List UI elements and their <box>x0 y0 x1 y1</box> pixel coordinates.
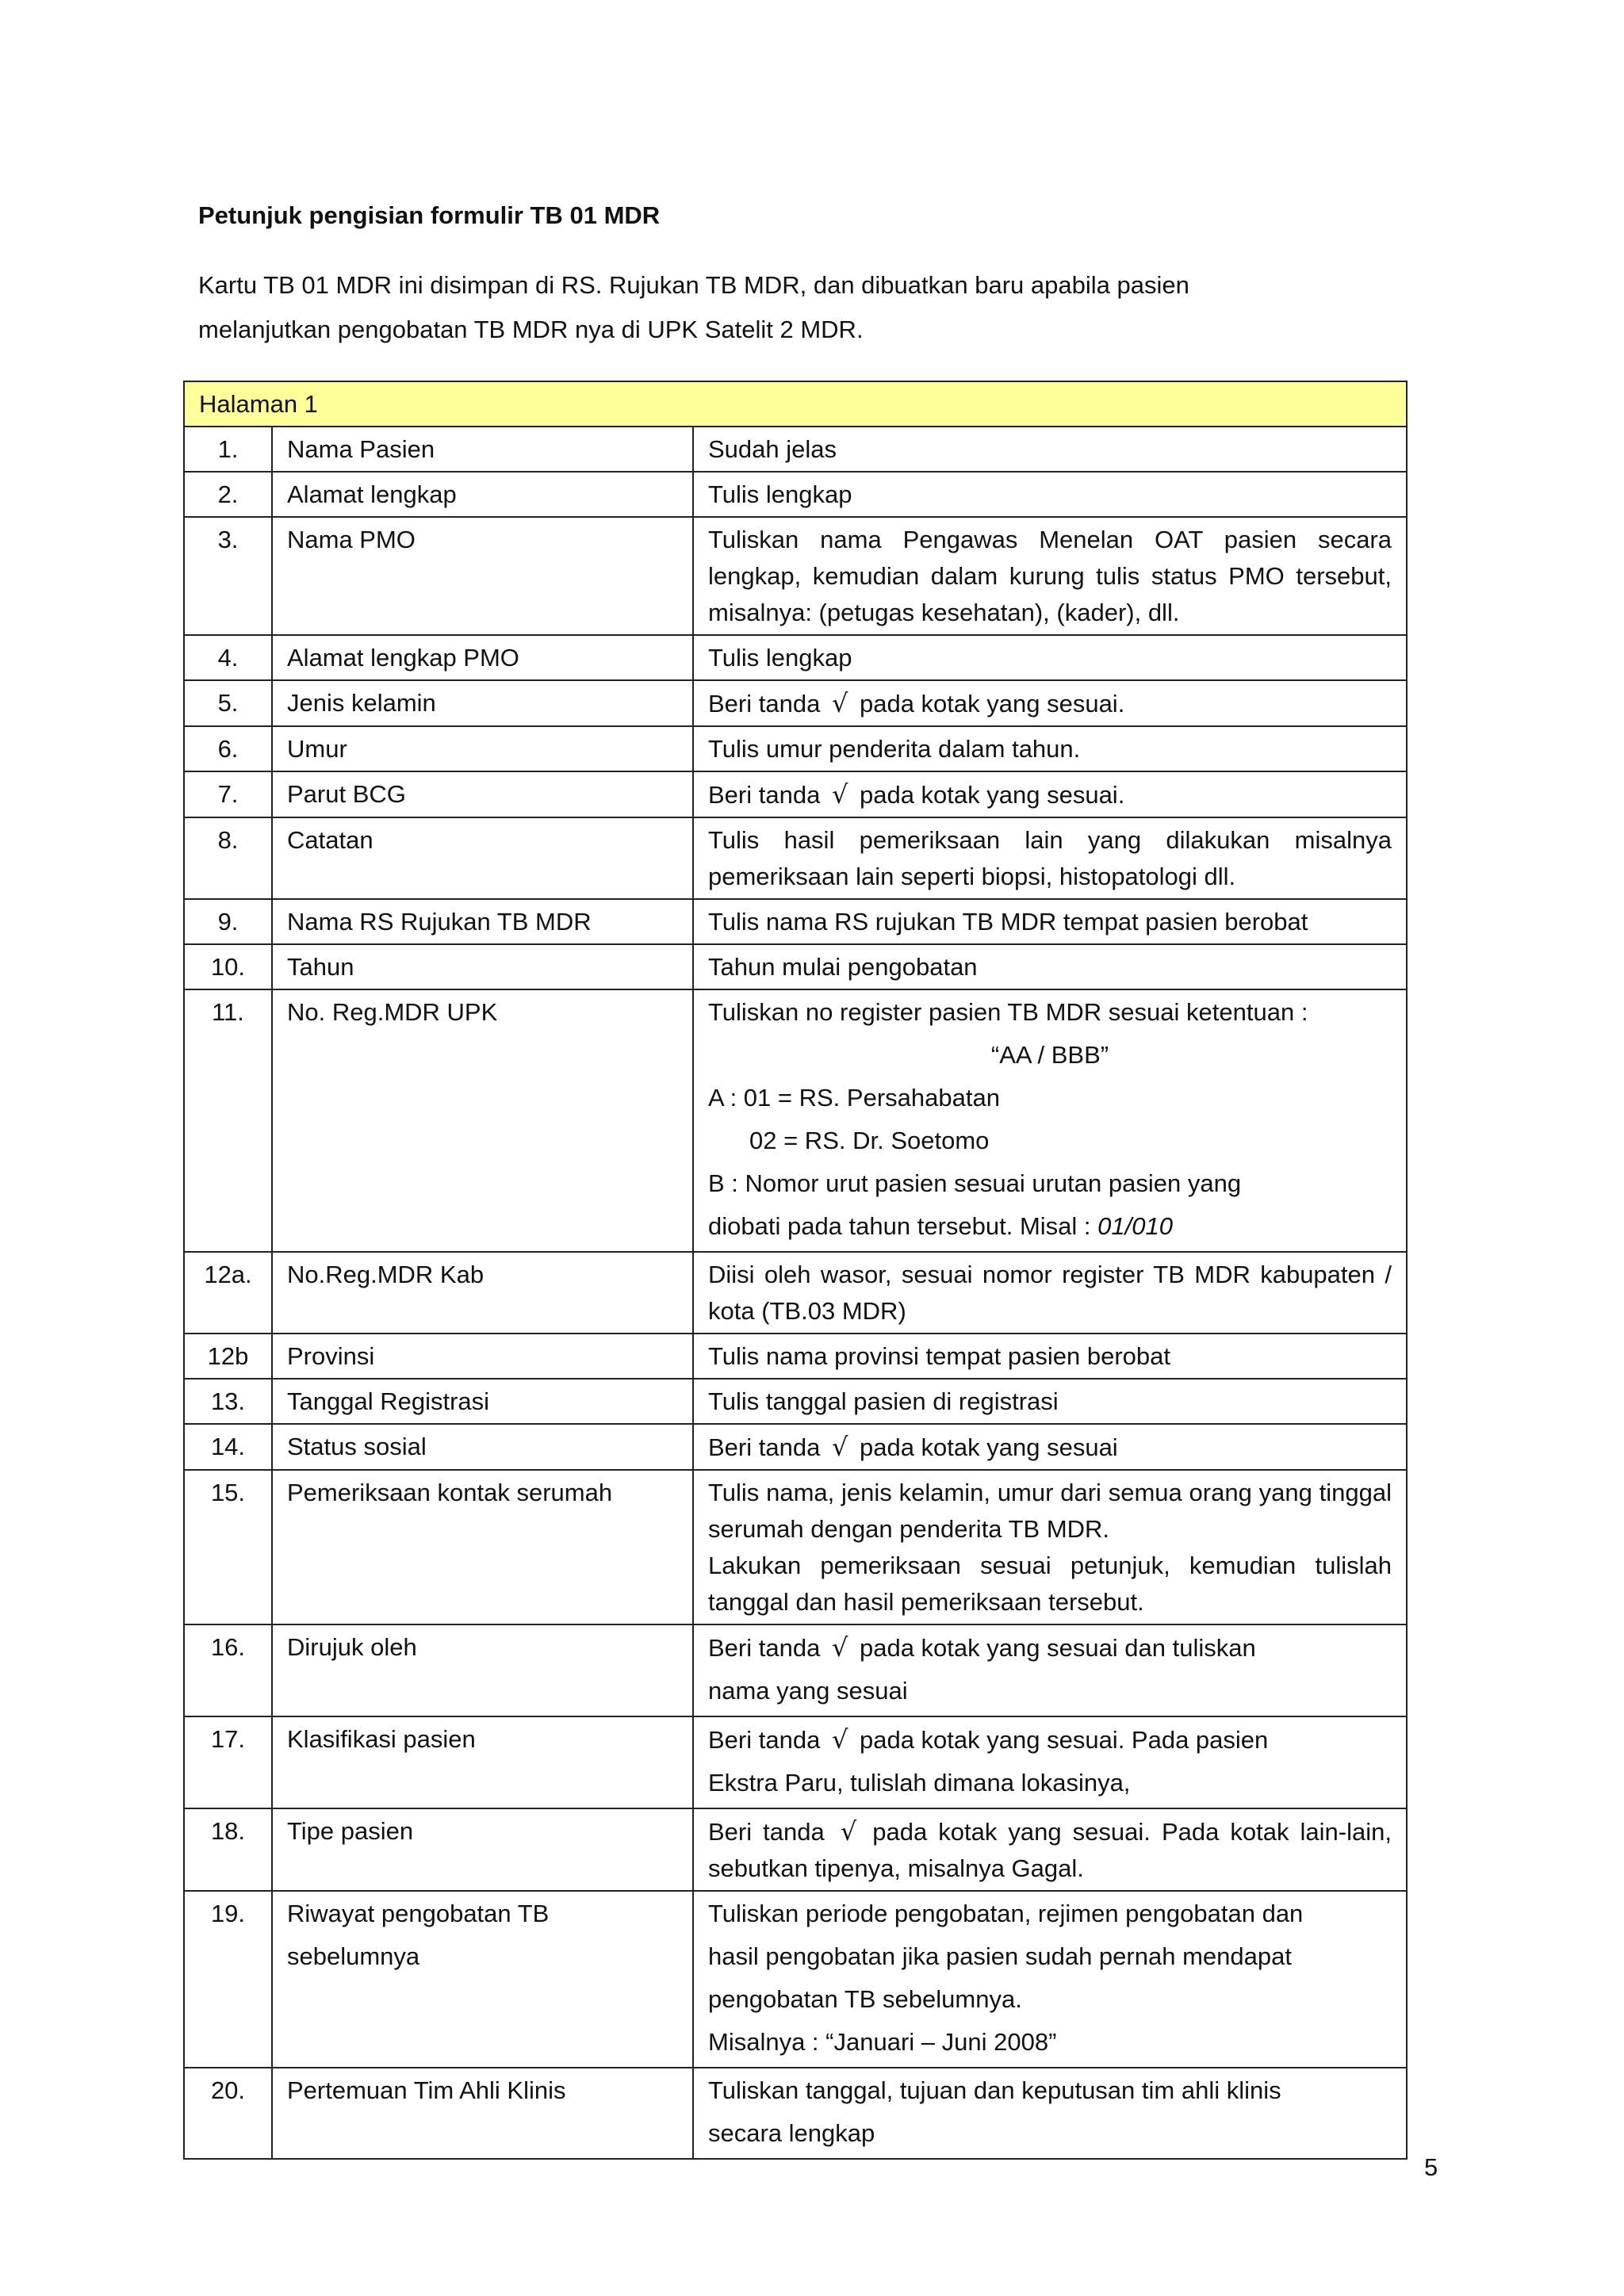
instruction-line <box>708 1205 1392 1248</box>
row-number: 3. <box>184 517 272 635</box>
table-row <box>184 1424 1407 1470</box>
field-name: Pertemuan Tim Ahli Klinis <box>272 2068 693 2159</box>
field-name: Tipe pasien <box>272 1808 693 1891</box>
instruction-line: pengobatan TB sebelumnya. <box>708 1985 1022 2013</box>
instruction-line: Tuliskan tanggal, tujuan dan keputusan tim ahli klinis <box>708 2076 1281 2104</box>
row-number: 14. <box>184 1424 272 1470</box>
table-row <box>184 1891 1407 2068</box>
row-number: 4. <box>184 635 272 680</box>
table-header-row <box>184 381 1407 427</box>
table-row <box>184 2068 1407 2159</box>
field-instruction: Tulis tanggal pasien di registrasi <box>693 1379 1407 1424</box>
table-row <box>184 1334 1407 1379</box>
table-row <box>184 1379 1407 1424</box>
field-name: Tanggal Registrasi <box>272 1379 693 1424</box>
field-name: Provinsi <box>272 1334 693 1379</box>
row-number: 16. <box>184 1624 272 1716</box>
instruction-text: pada kotak yang sesuai dan tuliskan <box>859 1634 1256 1662</box>
field-instruction <box>693 2068 1407 2159</box>
register-format: “AA / BBB” <box>990 1041 1109 1069</box>
row-number: 9. <box>184 899 272 944</box>
table-row <box>184 899 1407 944</box>
row-number: 6. <box>184 726 272 771</box>
row-number: 19. <box>184 1891 272 2068</box>
instruction-text: pada kotak yang sesuai. Pada kotak lain-lain, sebutkan tipenya, misalnya Gagal. <box>708 1818 1392 1882</box>
field-instruction: Sudah jelas <box>693 427 1407 472</box>
instruction-text: pada kotak yang sesuai <box>859 1433 1118 1461</box>
table-row <box>184 427 1407 472</box>
field-name: Catatan <box>272 817 693 899</box>
instruction-paragraph: Tulis nama, jenis kelamin, umur dari semua orang yang tinggal serumah dengan penderita TB MDR. <box>708 1479 1392 1543</box>
field-name: Tahun <box>272 944 693 989</box>
table-row <box>184 1252 1407 1334</box>
field-instruction <box>693 680 1407 726</box>
instruction-line: hasil pengobatan jika pasien sudah pernah mendapat <box>708 1942 1292 1970</box>
row-number: 10. <box>184 944 272 989</box>
row-number: 5. <box>184 680 272 726</box>
instruction-line: 02 = RS. Dr. Soetomo <box>749 1127 990 1154</box>
intro-paragraph <box>198 263 1404 352</box>
field-name: Umur <box>272 726 693 771</box>
field-instruction: Tulis umur penderita dalam tahun. <box>693 726 1407 771</box>
table-row <box>184 1808 1407 1891</box>
instruction-text: Beri tanda <box>708 1818 825 1846</box>
instruction-line: Tuliskan periode pengobatan, rejimen pengobatan dan <box>708 1900 1304 1927</box>
field-instruction <box>693 989 1407 1252</box>
page-title: Petunjuk pengisian formulir TB 01 MDR <box>198 201 661 229</box>
table-row <box>184 635 1407 680</box>
intro-line-1: Kartu TB 01 MDR ini disimpan di RS. Rujukan TB MDR, dan dibuatkan baru apabila pasien <box>198 271 1189 299</box>
check-mark-icon: √ <box>831 1632 848 1663</box>
field-name <box>272 1891 693 2068</box>
field-instruction: Tulis hasil pemeriksaan lain yang dilakukan misalnya pemeriksaan lain seperti biopsi, histopatologi dll. <box>693 817 1407 899</box>
example-value: 01/010 <box>1097 1212 1173 1240</box>
field-name: Nama PMO <box>272 517 693 635</box>
instruction-line <box>708 1718 1392 1762</box>
field-name: Jenis kelamin <box>272 680 693 726</box>
row-number: 2. <box>184 472 272 517</box>
instruction-line: Ekstra Paru, tulislah dimana lokasinya, <box>708 1769 1131 1797</box>
row-number: 7. <box>184 771 272 817</box>
instruction-line: A : 01 = RS. Persahabatan <box>708 1084 1000 1112</box>
table-row <box>184 726 1407 771</box>
table-header: Halaman 1 <box>184 381 1407 427</box>
field-name: Pemeriksaan kontak serumah <box>272 1470 693 1624</box>
field-instruction <box>693 771 1407 817</box>
table-row <box>184 680 1407 726</box>
field-name: No. Reg.MDR UPK <box>272 989 693 1252</box>
table-row <box>184 1470 1407 1624</box>
row-number: 17. <box>184 1716 272 1808</box>
field-instruction: Diisi oleh wasor, sesuai nomor register TB MDR kabupaten / kota (TB.03 MDR) <box>693 1252 1407 1334</box>
check-mark-icon: √ <box>831 688 848 718</box>
field-instruction <box>693 1424 1407 1470</box>
row-number: 18. <box>184 1808 272 1891</box>
field-name: Nama Pasien <box>272 427 693 472</box>
instruction-table <box>183 381 1408 2160</box>
instruction-line: nama yang sesuai <box>708 1677 908 1705</box>
instruction-text: diobati pada tahun tersebut. Misal : <box>708 1212 1091 1240</box>
row-number: 11. <box>184 989 272 1252</box>
instruction-text: pada kotak yang sesuai. <box>859 690 1125 718</box>
field-name-line: Riwayat pengobatan TB <box>287 1900 550 1927</box>
row-number: 1. <box>184 427 272 472</box>
field-instruction <box>693 1470 1407 1624</box>
row-number: 12a. <box>184 1252 272 1334</box>
field-name: Dirujuk oleh <box>272 1624 693 1716</box>
check-mark-icon: √ <box>831 779 848 809</box>
field-instruction: Tahun mulai pengobatan <box>693 944 1407 989</box>
table-row <box>184 517 1407 635</box>
intro-line-2: melanjutkan pengobatan TB MDR nya di UPK Satelit 2 MDR. <box>198 316 864 343</box>
field-name: Parut BCG <box>272 771 693 817</box>
instruction-text: Beri tanda <box>708 690 821 718</box>
field-name: Status sosial <box>272 1424 693 1470</box>
instruction-text: pada kotak yang sesuai. Pada pasien <box>859 1726 1269 1754</box>
instruction-text: Beri tanda <box>708 1726 821 1754</box>
field-instruction: Tulis lengkap <box>693 472 1407 517</box>
field-name: Nama RS Rujukan TB MDR <box>272 899 693 944</box>
instruction-text: pada kotak yang sesuai. <box>859 781 1125 809</box>
row-number: 15. <box>184 1470 272 1624</box>
field-name: No.Reg.MDR Kab <box>272 1252 693 1334</box>
table-row <box>184 771 1407 817</box>
field-name: Alamat lengkap PMO <box>272 635 693 680</box>
table-row <box>184 1624 1407 1716</box>
check-mark-icon: √ <box>831 1724 848 1755</box>
field-instruction <box>693 1716 1407 1808</box>
field-instruction: Tulis nama RS rujukan TB MDR tempat pasien berobat <box>693 899 1407 944</box>
field-name-line: sebelumnya <box>287 1942 420 1970</box>
check-mark-icon: √ <box>840 1816 857 1846</box>
page-number: 5 <box>1424 2153 1438 2181</box>
row-number: 20. <box>184 2068 272 2159</box>
instruction-text: Beri tanda <box>708 781 821 809</box>
instruction-text: Beri tanda <box>708 1433 821 1461</box>
field-instruction: Tulis lengkap <box>693 635 1407 680</box>
field-instruction <box>693 1891 1407 2068</box>
table-row <box>184 1716 1407 1808</box>
field-instruction <box>693 1624 1407 1716</box>
table-row <box>184 817 1407 899</box>
instruction-line: Misalnya : “Januari – Juni 2008” <box>708 2028 1057 2056</box>
row-number: 12b <box>184 1334 272 1379</box>
row-number: 8. <box>184 817 272 899</box>
table-row <box>184 472 1407 517</box>
field-instruction: Tuliskan nama Pengawas Menelan OAT pasien secara lengkap, kemudian dalam kurung tulis status PMO tersebut, misalnya: (petugas kesehatan), (kader), dll. <box>693 517 1407 635</box>
instruction-line: secara lengkap <box>708 2119 875 2147</box>
row-number: 13. <box>184 1379 272 1424</box>
instruction-line <box>708 1626 1392 1670</box>
field-name: Klasifikasi pasien <box>272 1716 693 1808</box>
table-row <box>184 944 1407 989</box>
field-instruction <box>693 1808 1407 1891</box>
table-row <box>184 989 1407 1252</box>
instruction-paragraph: Lakukan pemeriksaan sesuai petunjuk, kemudian tulislah tanggal dan hasil pemeriksaan tersebut. <box>708 1552 1392 1616</box>
instruction-line: Tuliskan no register pasien TB MDR sesuai ketentuan : <box>708 998 1308 1026</box>
instruction-line: B : Nomor urut pasien sesuai urutan pasien yang <box>708 1169 1242 1197</box>
instruction-text: Beri tanda <box>708 1634 821 1662</box>
check-mark-icon: √ <box>831 1432 848 1462</box>
field-name: Alamat lengkap <box>272 472 693 517</box>
field-instruction: Tulis nama provinsi tempat pasien berobat <box>693 1334 1407 1379</box>
